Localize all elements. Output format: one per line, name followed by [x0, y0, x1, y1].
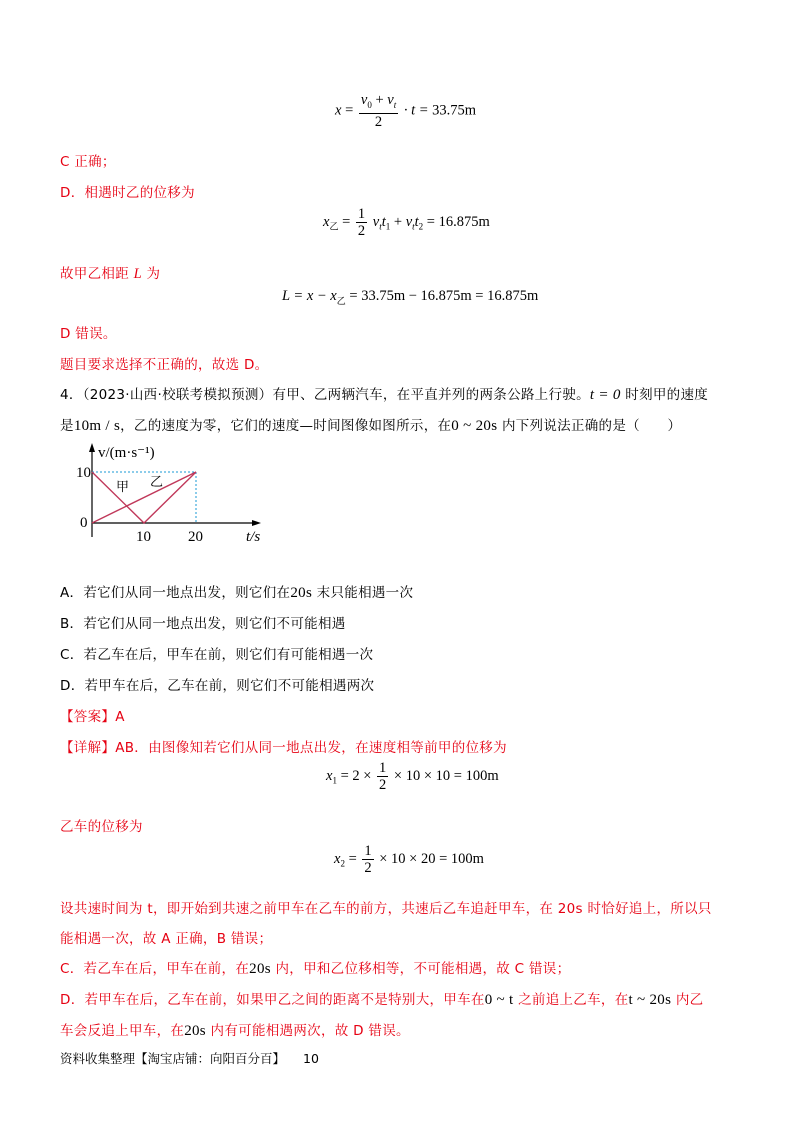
footer-source: 资料收集整理【淘宝店铺：向阳百分百】 [60, 1051, 286, 1066]
option-c: C．若乙车在后，甲车在前，则它们有可能相遇一次 [60, 647, 374, 663]
explanation-c: C．若乙车在后，甲车在前，在20s 内，甲和乙位移相等，不可能相遇，故 C 错误； [60, 961, 571, 977]
footer [60, 1049, 319, 1067]
y-tick-10: 10 [76, 465, 91, 481]
question-line-2: 是10m / s，乙的速度为零，它们的速度—时间图像如图所示，在0 ~ 20s 内下列说法正确的是（ ） [60, 418, 682, 434]
series-label-yi: 乙 [150, 474, 164, 489]
d-head-line: D．相遇时乙的位移为 [60, 185, 195, 201]
y-axis-label: v/(m·s⁻¹) [98, 445, 155, 461]
d-wrong-line: D 错误。 [60, 326, 117, 342]
x-tick-10: 10 [136, 529, 151, 545]
series-line-2 [92, 472, 196, 523]
x-axis-label: t/s [246, 529, 261, 545]
option-d: D．若甲车在后，乙车在前，则它们不可能相遇两次 [60, 678, 375, 694]
option-b: B．若它们从同一地点出发，则它们不可能相遇 [60, 616, 346, 632]
formula-x2: $x_2$ = $\frac{1}{2}$ × 10 × 20 = 100m [334, 843, 484, 876]
c-correct-line: C 正确； [60, 154, 116, 170]
summary-line: 题目要求选择不正确的，故选 D。 [60, 357, 269, 373]
origin-label: 0 [80, 515, 88, 531]
option-a: A．若它们从同一地点出发，则它们在20s 末只能相遇一次 [60, 585, 414, 601]
question-line-1: 4．（2023·山西·校联考模拟预测）有甲、乙两辆汽车，在平直并列的两条公路上行驶。t = 0 时刻甲的速度 [60, 387, 709, 403]
formula-x1: $x_1 = 2$ × $\frac{1}{2}$ × 10 × 10 = 100m [326, 760, 499, 793]
explanation-line-2: 能相遇一次，故 A 正确，B 错误； [60, 931, 273, 947]
y-axis-arrow [89, 443, 95, 452]
explanation-d-1: D．若甲车在后，乙车在前，如果甲乙之间的距离不是特别大，甲车在0 ~ t 之前追上乙车，在t ~ 20s 内乙 [60, 992, 704, 1008]
page-number: 10 [303, 1051, 319, 1066]
detail-line: 【详解】AB．由图像知若它们从同一地点出发，在速度相等前甲的位移为 [60, 740, 507, 756]
formula-distance-l: $L = x - x_乙 = 33.75m - 16.875m = 16.875m$ [282, 288, 539, 306]
explanation-d-2: 车会反追上甲车，在20s 内有可能相遇两次，故 D 错误。 [60, 1023, 410, 1039]
series-label-jia: 甲 [116, 479, 130, 494]
x-tick-20: 20 [188, 529, 203, 545]
formula-yi-displacement: $x_乙$ = $\frac{1}{2}$ $v_tt_1 + v_tt_2 = 16.875m$ [323, 206, 490, 239]
explanation-line-1: 设共速时间为 t，即开始到共速之前甲车在乙车的前方，共速后乙车追赶甲车，在 20s 时恰好追上，所以只 [60, 901, 712, 917]
x-axis-arrow [252, 520, 261, 526]
yi-displacement-line: 乙车的位移为 [60, 819, 143, 835]
formula-total-displacement: x = $\frac{v_0 + v_t}{2}$ · t = 33.75m [335, 92, 477, 130]
answer-line: 【答案】A [60, 709, 125, 725]
distance-line: 故甲乙相距 L 为 [60, 266, 161, 282]
velocity-time-chart [60, 440, 280, 570]
